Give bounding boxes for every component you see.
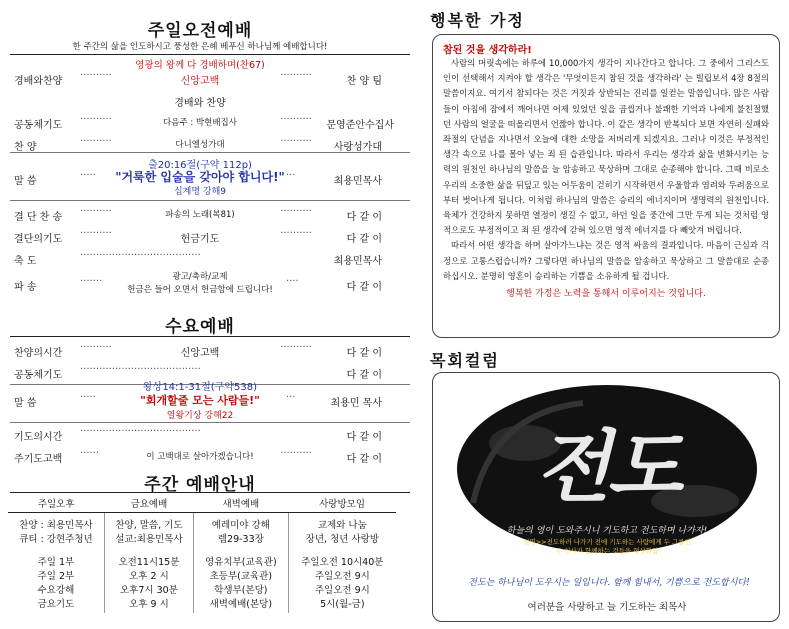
weekly-title: 주간 예배안내	[144, 475, 256, 495]
family-article	[432, 34, 780, 338]
divider	[10, 54, 410, 55]
leader-dots: ···	[286, 170, 296, 181]
divider	[10, 336, 410, 337]
row-label: 주기도고백	[14, 454, 63, 465]
table-cell	[194, 548, 289, 613]
table-row	[8, 513, 396, 549]
wednesday-title: 수요예배	[165, 317, 235, 337]
leader-dots: ···	[286, 392, 296, 403]
divider	[10, 422, 410, 423]
row-right: 다 같 이	[346, 454, 382, 465]
cell-line: 오후 2 시	[129, 571, 169, 582]
article-footer: 행복한 가정은 노력을 통해서 이루어지는 것입니다.	[506, 289, 706, 300]
row-right: 찬 양 팀	[346, 76, 382, 87]
row-label: 결 단 찬 송	[14, 212, 63, 223]
sermon-speaker: 최용민 목사	[330, 398, 382, 409]
calligraphy-caption: 하늘의 영이 도와주시니 기도하고 전도하며 나가자!	[506, 526, 708, 536]
list-item	[0, 226, 400, 248]
cell-line: 장년, 청년 사랑방	[305, 534, 379, 545]
cell-line: 찬양, 말씀, 기도	[115, 520, 183, 531]
sermon-speaker: 최용민목사	[333, 176, 382, 187]
weekly-table	[8, 494, 396, 613]
row-label: 결단의기도	[14, 234, 63, 245]
cell-line: 오전11시15분	[118, 557, 180, 568]
list-item	[0, 446, 400, 468]
sunday-scripture: 출20:16절(구약 112p)	[148, 160, 252, 171]
cell-line: 학생부(본당)	[214, 585, 268, 596]
cell-line: 주일 2부	[37, 571, 75, 582]
cell-line: 주일 1부	[37, 557, 75, 568]
cell-line: 예레미야 강해	[211, 520, 270, 531]
row-label: 기도의시간	[14, 432, 63, 443]
leader-dots: ··········	[80, 342, 112, 353]
sermon-title: "거룩한 입술을 갖아야 합니다!"	[115, 170, 285, 184]
leader-dots: ··········	[80, 228, 112, 239]
leader-dots: ··········	[280, 206, 312, 217]
bulletin-articles	[418, 0, 789, 629]
row-label: 찬 양	[14, 142, 37, 153]
leader-dots: ······	[80, 448, 100, 459]
send-line-1: 광고/축하/교제	[172, 272, 228, 282]
list-item	[0, 68, 400, 90]
cell-line: 큐티 : 강현주청년	[19, 534, 93, 545]
send-label: 파 송	[14, 282, 37, 293]
leader-dots: ··········	[280, 342, 312, 353]
article-paragraph: 사람의 머릿속에는 하루에 10,000가지 생각이 지나간다고 합니다. 그 중에서 그리스도인이 선택해서 지켜야 할 생각은 '무엇이든지 참된 것을 생각하라' 는 빌립보서 4장 8절의 말씀이지요. 여기서 참되다는 것은 거짓과 상반되는 진리를 일컫는 말씀입니다. 많은 사람들이 아침에 잠에서 깨어나면 어제 있었던 일을 곱씹거나 불쾌한 기억과 나에게 불친절했던 사람의 얼굴을 떠올리면서 언짢아 합니다. 이 같은 생각이 반복되다 보면 자연히 실패와 좌절의 단념을 지나면서 오늘에 대한 소망을 저버리게 되겠지요. 그러나 이것은 부정적인 생각 속으로 나를 몰아 넣는 죄 된 습관입니다. 따라서 우리는 생각과 삶을 변화시키는 능력의 원천인 하나님의 말씀을 늘 암송하고 묵상하며 그대로 순종해야 합니다. 그때 비로소 우리의 소중한 삶을 뒤덮고 있는 어두움이 걷히기 시작하면서 우울함과 염려와 두려움으로부터 벗어나게 됩니다. 이처럼 하나님의 말씀은 승리의 에너지이며 생명력의 원천입니다. 육체가 건강하지 못하면 열정이 생길 수 없고, 하던 일을 중간에 그만 두게 되는 것처럼 영적으로도 부정적이고 죄 된 생각에 갇혀 있으면 영적 에너지를 다 빼앗겨 버립니다.	[443, 58, 769, 236]
signature: 여러분을 사랑하고 늘 기도하는 최목사	[527, 602, 687, 613]
table-cell	[104, 548, 193, 613]
row-middle: 이 고백대로 살아가겠습니다!	[146, 452, 254, 462]
sermon-label: 말 씀	[14, 176, 37, 187]
row-right: 다 같 이	[346, 348, 382, 359]
sunday-subtitle: 한 주간의 삶을 인도하시고 풍성한 은혜 베푸신 하나님께 예배합니다!	[72, 42, 328, 52]
sunday-rows-2	[0, 204, 400, 270]
divider	[10, 200, 410, 201]
leader-dots: ······································	[80, 426, 201, 437]
row-middle: 헌금기도	[180, 234, 220, 245]
table-header-row	[8, 494, 396, 513]
table-cell	[194, 513, 289, 549]
table-header: 사랑방모임	[288, 494, 396, 513]
cell-line: 찬양 : 최용민목사	[19, 520, 93, 531]
row-right: 다 같 이	[346, 370, 382, 381]
leader-dots: ····	[286, 276, 299, 287]
row-label: 찬양의시간	[14, 348, 63, 359]
leader-dots: ··········	[280, 228, 312, 239]
cell-line: 주일오전 9시	[314, 585, 370, 596]
divider	[10, 492, 410, 493]
row-right: 최용민목사	[333, 256, 382, 267]
leader-dots: ······································	[80, 250, 201, 261]
column-title: 목회컬럼	[430, 351, 500, 370]
list-item	[0, 340, 400, 362]
cell-line: 교제와 나눔	[317, 520, 367, 531]
row-right: 다 같 이	[346, 212, 382, 223]
cell-line: 영유치부(교육관)	[205, 557, 277, 568]
wednesday-scripture: 왕상14:1-31절(구약538)	[143, 382, 257, 393]
list-item	[0, 204, 400, 226]
article-heading: 참된 것을 생각하라!	[443, 45, 532, 56]
leader-dots: ··········	[80, 114, 112, 125]
row-label: 공동체기도	[14, 370, 63, 381]
list-item	[0, 424, 400, 446]
cell-line: 금요기도	[37, 599, 75, 610]
image-note: 두 천사가 함께하는 것들을 형상화함	[555, 547, 659, 555]
sermon-series: 열왕기상 강해22	[166, 411, 234, 421]
row-right: 다 같 이	[346, 234, 382, 245]
leader-dots: ··········	[280, 136, 312, 147]
table-cell	[8, 513, 104, 549]
cell-line: 설교:최용민목사	[115, 534, 183, 545]
table-header: 금요예배	[104, 494, 193, 513]
row-middle: 다음주 : 박현배집사	[163, 118, 237, 128]
cell-line: 5시(월-금)	[320, 599, 365, 610]
wednesday-rows-2	[0, 424, 400, 468]
table-header: 새벽예배	[194, 494, 289, 513]
cell-line: 렘29-33장	[217, 534, 264, 545]
table-cell	[8, 548, 104, 613]
row-right: 사랑성가대	[333, 142, 382, 153]
calligraphy-text: 전도	[535, 422, 679, 513]
divider	[10, 152, 410, 153]
cell-line: 주일오전 10시40분	[301, 557, 384, 568]
call-to-worship: 영광의 왕께 다 경배하며(찬67)	[135, 60, 265, 71]
row-middle: 신앙고백	[180, 76, 220, 87]
table-header: 주일오후	[8, 494, 104, 513]
leader-dots: ··········	[80, 206, 112, 217]
table-cell	[104, 513, 193, 549]
row-middle: 신앙고백	[180, 348, 220, 359]
send-right: 다 같 이	[346, 282, 382, 293]
row-middle: 파송의 노래(복81)	[165, 210, 235, 220]
leader-dots: ··········	[80, 70, 112, 81]
family-title: 행복한 가정	[430, 11, 525, 30]
sunday-rows	[0, 68, 400, 156]
table-cell	[288, 548, 396, 613]
list-item	[0, 112, 400, 134]
row-label: 경배와찬양	[14, 76, 63, 87]
leader-dots: ··········	[80, 136, 112, 147]
row-middle: 다니엘성가대	[175, 140, 225, 150]
row-label: 공동체기도	[14, 120, 63, 131]
cell-line: 초등부(교육관)	[209, 571, 273, 582]
row-right: 다 같 이	[346, 432, 382, 443]
table-cell	[288, 513, 396, 549]
leader-dots: ·····	[80, 392, 96, 403]
sermon-title: "회개할줄 모는 사람들!"	[140, 394, 260, 407]
cell-line: 새벽예배(본당)	[209, 599, 273, 610]
cell-line: 오후7시 30분	[120, 585, 178, 596]
list-item	[0, 90, 400, 112]
table-row	[8, 548, 396, 613]
column-card	[432, 372, 780, 622]
leader-dots: ··········	[280, 70, 312, 81]
row-middle: 경배와 찬양	[174, 98, 226, 109]
send-line-2: 헌금은 들어 오면서 헌금함에 드립니다!	[127, 285, 273, 295]
sermon-label: 말 씀	[14, 398, 37, 409]
cell-line: 주일오전 9시	[314, 571, 370, 582]
slogan: 전도는 하나님이 도우시는 일입니다. 함께 힘내서, 기쁨으로 전도합시다!	[468, 578, 750, 588]
image-note: 설명>>전도하러 나가기 전에 기도하는 사람에게 두 그룹인	[523, 538, 691, 546]
row-label: 축 도	[14, 256, 37, 267]
article-paragraph: 따라서 어떤 생각을 하며 살아가느냐는 것은 영적 싸움의 결과입니다. 마음이 근심과 걱정으로 고통스럽습니까? 그렇다면 하나님의 말씀을 암송하고 묵상하고 그 말씀대로 순종하십시오. 분명히 영혼이 승리하는 기쁨을 소유하게 될 겁니다.	[443, 240, 769, 281]
sermon-series: 십계명 강해9	[173, 187, 227, 197]
leader-dots: ······································	[80, 364, 201, 375]
cell-line: 수요강해	[37, 585, 75, 596]
cell-line: 오후 9 시	[129, 599, 169, 610]
row-right: 문영준안수집사	[326, 120, 394, 131]
leader-dots: ··········	[280, 448, 312, 459]
leader-dots: ·······	[80, 276, 103, 287]
leader-dots: ··········	[280, 114, 312, 125]
list-item	[0, 248, 400, 270]
leader-dots: ·····	[80, 170, 96, 181]
sunday-title: 주일오전예배	[147, 21, 253, 41]
